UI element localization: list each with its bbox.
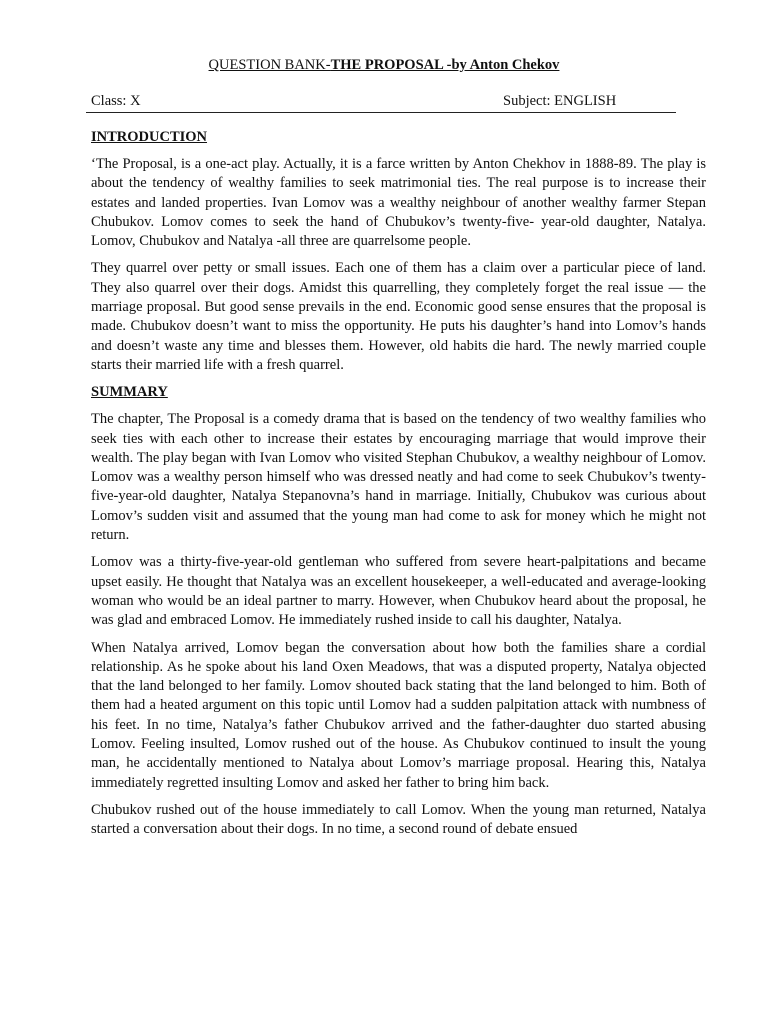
- introduction-paragraph: ‘The Proposal, is a one-act play. Actually, it is a farce written by Anton Chekhov in 1888-89. The play is about the tendency of wealthy families to seek matrimonial ties. The real purpose is to increase their estates and landed properties. Ivan Lomov was a wealthy neighbour of another wealthy farmer Stepan Chubukov. Lomov comes to seek the hand of Chubukov’s twenty-five- year-old daughter, Natalya. Lomov, Chubukov and Natalya -all three are quarrelsome people.: [91, 156, 706, 250]
- subject-label: Subject: ENGLISH: [503, 93, 617, 109]
- summary-paragraph: Chubukov rushed out of the house immediately to call Lomov. When the young man returned, Natalya started a conversation about their dogs. In no time, a second round of debate ensued: [91, 801, 706, 838]
- class-label: Class: X: [91, 93, 141, 109]
- title-prefix: QUESTION BANK-: [208, 57, 331, 73]
- header-divider: [86, 112, 676, 113]
- introduction-heading: INTRODUCTION: [91, 129, 208, 145]
- meta-row: [91, 92, 675, 112]
- document-title: [0, 56, 768, 74]
- title-main: THE PROPOSAL: [330, 57, 443, 73]
- document-body: [91, 128, 706, 848]
- summary-heading: SUMMARY: [91, 384, 168, 401]
- summary-paragraph: Lomov was a thirty-five-year-old gentleman who suffered from severe heart-palpitations and became upset easily. He thought that Natalya was an excellent housekeeper, a well-educated and average-looking woman who would be an ideal partner to marry. However, when Chubukov heard about the proposal, he was glad and embraced Lomov. He immediately rushed inside to call his daughter, Natalya.: [91, 554, 706, 629]
- introduction-paragraph: They quarrel over petty or small issues. Each one of them has a claim over a particular piece of land. They also quarrel over their dogs. Amidst this quarrelling, they completely forget the real issue — the marriage proposal. But good sense prevails in the end. Economic good sense ensures that the proposal is made. Chubukov doesn’t want to miss the opportunity. He puts his daughter’s hand into Lomov’s hands and doesn’t waste any time and blesses them. However, old habits die hard. The newly married couple starts their married life with a fresh quarrel.: [91, 260, 706, 373]
- summary-paragraph: The chapter, The Proposal is a comedy drama that is based on the tendency of two wealthy families who seek ties with each other to increase their estates by encouraging marriage that would improve their wealth. The play began with Ivan Lomov who visited Stephan Chubukov, a wealthy neighbour of Lomov. Lomov was a wealthy person himself who was dressed neatly and had come to seek Chubukov’s twenty-five-year-old daughter, Natalya Stepanovna’s hand in marriage. Initially, Chubukov was curious about Lomov’s sudden visit and assumed that the young man had come to ask for money which he might not return.: [91, 411, 706, 544]
- title-suffix: -by Anton Chekov: [443, 57, 560, 73]
- summary-paragraph: When Natalya arrived, Lomov began the conversation about how both the families share a cordial relationship. As he spoke about his land Oxen Meadows, that was a disputed property, Natalya objected that the land belonged to her family. Lomov shouted back stating that the land belonged to him. Both of them had a heated argument on this topic until Lomov had a sudden palpitation attack with numbness of his feet. In no time, Natalya’s father Chubukov arrived and the father-daughter duo started abusing Lomov. Feeling insulted, Lomov rushed out of the house. As Chubukov continued to insult the young man, he accidentally mentioned to Natalya about Lomov’s marriage proposal. Hearing this, Natalya immediately regretted insulting Lomov and asked her father to bring him back.: [91, 639, 706, 791]
- title-underlined: [209, 57, 560, 73]
